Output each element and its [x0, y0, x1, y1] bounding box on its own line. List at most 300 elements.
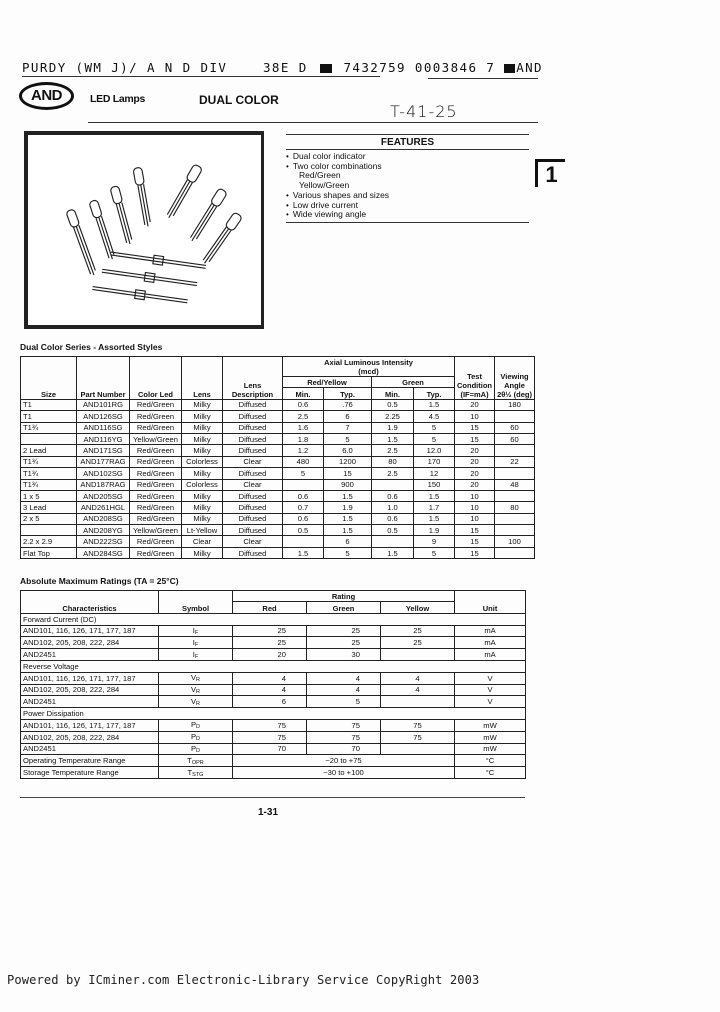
cell-part-number: AND126SG — [77, 411, 130, 422]
test-condition-unit: (IF=mA) — [460, 389, 489, 399]
cell-lens-description: Diffused — [223, 513, 283, 524]
cell-green-typ: 1.5 — [414, 399, 455, 410]
cell-ry-typ: 5 — [324, 547, 372, 558]
cell-lens: Milky — [182, 547, 223, 558]
series-table — [20, 356, 535, 559]
cell-green: 75 — [307, 719, 381, 731]
cell-green-typ: 5 — [414, 422, 455, 433]
col-header-typ: Typ. — [414, 388, 455, 399]
cell-green-typ: 1.7 — [414, 502, 455, 513]
cell-ry-min: 1.6 — [283, 422, 324, 433]
cell-red: 75 — [233, 731, 307, 743]
symbol-subscript: D — [196, 724, 201, 731]
cell-part-number: AND205SG — [77, 490, 130, 501]
cell-ry-typ: .76 — [324, 399, 372, 410]
cell-part-list: AND101, 116, 126, 171, 177, 187 — [21, 672, 159, 684]
group-row — [21, 660, 526, 672]
cell-green-min: 0.6 — [372, 490, 414, 501]
test-condition-label: Test Condition — [457, 371, 493, 390]
cell-green-typ: 5 — [414, 433, 455, 444]
ratings-table — [20, 590, 526, 779]
cell-lens-description: Clear — [223, 536, 283, 547]
cell-green-typ: 5 — [414, 547, 455, 558]
col-header-yellow: Yellow — [381, 602, 455, 613]
col-header-min: Min. — [283, 388, 324, 399]
cell-ry-typ: 6 — [324, 536, 372, 547]
cell-green-min: 1.9 — [372, 422, 414, 433]
col-header-red: Red — [233, 602, 307, 613]
cell-size: 2.2 x 2.9 — [21, 536, 77, 547]
symbol-subscript: D — [196, 747, 201, 754]
table-row — [21, 767, 526, 779]
cell-viewing-angle — [495, 547, 535, 558]
table-row — [21, 456, 535, 467]
col-header-part-number: Part Number — [77, 357, 130, 400]
symbol-subscript: OPR — [191, 759, 204, 766]
cell-green-min: 80 — [372, 456, 414, 467]
cell-yellow: 75 — [381, 719, 455, 731]
cell-part-number: AND261HGL — [77, 502, 130, 513]
cell-lens: Milky — [182, 422, 223, 433]
cell-color-led: Yellow/Green — [130, 525, 182, 536]
cell-size: T1¾ — [21, 422, 77, 433]
cell-yellow: 25 — [381, 625, 455, 637]
cell-green: 75 — [307, 731, 381, 743]
cell-unit: V — [455, 684, 526, 696]
cell-lens-description: Diffused — [223, 411, 283, 422]
cell-lens-description: Diffused — [223, 433, 283, 444]
cell-color-led: Yellow/Green — [130, 433, 182, 444]
cell-part-number: AND101RG — [77, 399, 130, 410]
cell-ry-min: 2.5 — [283, 411, 324, 422]
cell-yellow: 4 — [381, 672, 455, 684]
cell-part-number: AND222SG — [77, 536, 130, 547]
cell-test-condition: 15 — [455, 433, 495, 444]
cell-size: T1¾ — [21, 479, 77, 490]
cell-green-min — [372, 536, 414, 547]
cell-part-number: AND284SG — [77, 547, 130, 558]
cell-lens-description: Diffused — [223, 399, 283, 410]
cell-green: 4 — [307, 684, 381, 696]
cell-part-number: AND102SG — [77, 468, 130, 479]
symbol-letter: I — [192, 637, 195, 647]
cell-color-led: Red/Green — [130, 502, 182, 513]
symbol-subscript: F — [194, 653, 199, 660]
cell-symbol — [159, 696, 233, 708]
cell-viewing-angle: 80 — [495, 502, 535, 513]
cell-green: 4 — [307, 672, 381, 684]
cell-green: 25 — [307, 625, 381, 637]
cell-lens: Lt-Yellow — [182, 525, 223, 536]
group-label: Forward Current (DC) — [21, 613, 526, 625]
feature-item: • Two color combinations — [286, 162, 529, 172]
symbol-subscript: STG — [192, 771, 204, 778]
col-header-lens-description: Lens Description — [223, 357, 283, 400]
cell-size: 2 Lead — [21, 445, 77, 456]
group-label: Power Dissipation — [21, 708, 526, 720]
intensity-label: Axial Luminous Intensity — [324, 357, 413, 367]
cell-part-number: AND187RAG — [77, 479, 130, 490]
cell-green-min: 0.5 — [372, 399, 414, 410]
cell-ry-typ: 1.5 — [324, 490, 372, 501]
cell-green-typ: 150 — [414, 479, 455, 490]
cell-test-condition: 10 — [455, 502, 495, 513]
cell-yellow — [381, 696, 455, 708]
cell-test-condition: 20 — [455, 479, 495, 490]
cell-viewing-angle: 48 — [495, 479, 535, 490]
cell-part-list: AND2451 — [21, 649, 159, 661]
cell-ry-typ: 15 — [324, 468, 372, 479]
cell-unit: mA — [455, 649, 526, 661]
col-header-typ: Typ. — [324, 388, 372, 399]
cell-green-typ: 4.5 — [414, 411, 455, 422]
cell-lens: Milky — [182, 411, 223, 422]
cell-green: 70 — [307, 743, 381, 755]
cell-symbol — [159, 684, 233, 696]
cell-viewing-angle — [495, 445, 535, 456]
cell-ry-min: 0.6 — [283, 490, 324, 501]
table-row — [21, 547, 535, 558]
cell-green-typ: 1.5 — [414, 490, 455, 501]
cell-yellow — [381, 649, 455, 661]
symbol-letter: V — [190, 684, 197, 694]
cell-unit: mW — [455, 743, 526, 755]
cell-symbol — [159, 625, 233, 637]
cell-test-condition: 15 — [455, 536, 495, 547]
col-header-test-condition — [455, 357, 495, 400]
cell-lens: Milky — [182, 445, 223, 456]
cell-color-led: Red/Green — [130, 536, 182, 547]
cell-test-condition: 10 — [455, 411, 495, 422]
cell-color-led: Red/Green — [130, 411, 182, 422]
cell-lens: Clear — [182, 536, 223, 547]
cell-size: T1 — [21, 399, 77, 410]
copyright-footer: Powered by ICminer.com Electronic-Library Service CopyRight 2003 — [7, 973, 480, 987]
cell-lens: Milky — [182, 399, 223, 410]
cell-green-typ: 1.9 — [414, 525, 455, 536]
cell-lens-description: Diffused — [223, 422, 283, 433]
header-rule — [22, 76, 380, 77]
cell-ry-typ: 1.5 — [324, 525, 372, 536]
table-row — [21, 743, 526, 755]
cell-ry-typ: 1.9 — [324, 502, 372, 513]
cell-yellow — [381, 743, 455, 755]
table-row — [21, 479, 535, 490]
table-row — [21, 468, 535, 479]
table-row — [21, 490, 535, 501]
cell-unit: mW — [455, 719, 526, 731]
symbol-subscript: F — [194, 641, 199, 648]
table-row — [21, 684, 526, 696]
cell-green: 25 — [307, 637, 381, 649]
cell-unit: mA — [455, 625, 526, 637]
cell-green-min: 2.5 — [372, 468, 414, 479]
symbol-letter: I — [192, 625, 195, 635]
cell-green-typ: 12 — [414, 468, 455, 479]
cell-unit: V — [455, 696, 526, 708]
features-title: FEATURES — [380, 137, 435, 148]
table-row — [21, 755, 526, 767]
col-header-min: Min. — [372, 388, 414, 399]
cell-temperature-range: −20 to +75 — [233, 755, 455, 767]
feature-item: • Dual color indicator — [286, 152, 529, 162]
cell-part-number: AND171SG — [77, 445, 130, 456]
cell-green: 5 — [307, 696, 381, 708]
cell-ry-min — [283, 536, 324, 547]
cell-size: T1¾ — [21, 468, 77, 479]
cell-lens-description: Diffused — [223, 525, 283, 536]
cell-ry-typ: 1.5 — [324, 513, 372, 524]
cell-part-list: AND2451 — [21, 743, 159, 755]
cell-ry-min: 480 — [283, 456, 324, 467]
table-row — [21, 672, 526, 684]
cell-red: 4 — [233, 672, 307, 684]
scan-header-brand: AND — [516, 60, 543, 75]
cell-part-number: AND208SG — [77, 513, 130, 524]
cell-viewing-angle: 60 — [495, 422, 535, 433]
table-row — [21, 625, 526, 637]
cell-green-min: 0.5 — [372, 525, 414, 536]
features-list — [286, 152, 529, 220]
cell-viewing-angle — [495, 490, 535, 501]
cell-green-min: 2.25 — [372, 411, 414, 422]
col-header-symbol: Symbol — [159, 591, 233, 614]
cell-lens-description: Diffused — [223, 502, 283, 513]
section-tab-marker: 1 — [535, 159, 565, 187]
symbol-subscript: R — [196, 688, 201, 695]
cell-green-min: 1.5 — [372, 547, 414, 558]
cell-green-typ: 9 — [414, 536, 455, 547]
page-number: 1-31 — [258, 807, 279, 818]
cell-green-typ: 12.0 — [414, 445, 455, 456]
cell-ry-min: 0.6 — [283, 399, 324, 410]
cell-test-condition: 15 — [455, 422, 495, 433]
col-header-lens: Lens — [182, 357, 223, 400]
cell-color-led: Red/Green — [130, 547, 182, 558]
cell-characteristic: Operating Temperature Range — [21, 755, 159, 767]
col-header-green: Green — [372, 377, 455, 388]
table-row — [21, 422, 535, 433]
cell-viewing-angle: 60 — [495, 433, 535, 444]
cell-viewing-angle — [495, 525, 535, 536]
cell-lens: Milky — [182, 490, 223, 501]
symbol-letter: V — [190, 696, 197, 706]
table-row — [21, 445, 535, 456]
cell-green-min: 1.5 — [372, 433, 414, 444]
intensity-unit: (mcd) — [358, 366, 379, 376]
cell-ry-min: 0.5 — [283, 525, 324, 536]
cell-part-list: AND102, 205, 208, 222, 284 — [21, 731, 159, 743]
cell-lens: Colorless — [182, 479, 223, 490]
features-box — [286, 134, 529, 223]
cell-lens-description: Diffused — [223, 445, 283, 456]
cell-part-list: AND102, 205, 208, 222, 284 — [21, 637, 159, 649]
cell-unit: V — [455, 672, 526, 684]
viewing-angle-unit: 2θ½ (deg) — [497, 389, 532, 399]
symbol-subscript: F — [194, 629, 199, 636]
symbol-letter: P — [190, 732, 197, 742]
cell-viewing-angle — [495, 513, 535, 524]
cell-test-condition: 15 — [455, 547, 495, 558]
symbol-subscript: R — [196, 700, 201, 707]
cell-red: 25 — [233, 637, 307, 649]
header-rule — [88, 122, 538, 123]
cell-ry-typ: 6.0 — [324, 445, 372, 456]
cell-viewing-angle: 100 — [495, 536, 535, 547]
led-lamps-illustration — [28, 135, 261, 325]
cell-lens-description: Diffused — [223, 547, 283, 558]
cell-viewing-angle — [495, 411, 535, 422]
cell-ry-min: 5 — [283, 468, 324, 479]
cell-part-number: AND116SG — [77, 422, 130, 433]
cell-test-condition: 20 — [455, 468, 495, 479]
cell-color-led: Red/Green — [130, 468, 182, 479]
cell-part-number: AND208YG — [77, 525, 130, 536]
cell-lens-description: Clear — [223, 456, 283, 467]
col-header-intensity — [283, 357, 455, 377]
cell-green-min: 0.6 — [372, 513, 414, 524]
black-block-mark — [320, 64, 332, 73]
cell-green: 30 — [307, 649, 381, 661]
cell-ry-typ: 5 — [324, 433, 372, 444]
cell-red: 6 — [233, 696, 307, 708]
cell-part-list: AND102, 205, 208, 222, 284 — [21, 684, 159, 696]
col-header-characteristics: Characteristics — [21, 591, 159, 614]
cell-part-number: AND116YG — [77, 433, 130, 444]
cell-size: 1 x 5 — [21, 490, 77, 501]
viewing-angle-label: Viewing Angle — [500, 371, 529, 390]
cell-symbol — [159, 637, 233, 649]
ratings-table-title: Absolute Maximum Ratings (TA = 25°C) — [20, 576, 179, 586]
col-header-viewing-angle — [495, 357, 535, 400]
cell-lens-description: Diffused — [223, 490, 283, 501]
cell-size: 2 x 5 — [21, 513, 77, 524]
handwritten-code: T-41-25 — [390, 102, 458, 121]
cell-red: 70 — [233, 743, 307, 755]
cell-ry-min: 1.8 — [283, 433, 324, 444]
cell-unit: mA — [455, 637, 526, 649]
symbol-subscript: R — [196, 677, 201, 684]
cell-symbol — [159, 743, 233, 755]
cell-red: 20 — [233, 649, 307, 661]
cell-test-condition: 10 — [455, 490, 495, 501]
cell-size — [21, 433, 77, 444]
cell-size: Flat Top — [21, 547, 77, 558]
cell-yellow: 75 — [381, 731, 455, 743]
table-row — [21, 411, 535, 422]
cell-temperature-range: −30 to +100 — [233, 767, 455, 779]
cell-lens: Milky — [182, 513, 223, 524]
cell-lens: Colorless — [182, 456, 223, 467]
cell-viewing-angle: 180 — [495, 399, 535, 410]
cell-part-list: AND101, 116, 126, 171, 177, 187 — [21, 625, 159, 637]
cell-symbol — [159, 767, 233, 779]
col-header-color-led: Color Led — [130, 357, 182, 400]
cell-yellow: 4 — [381, 684, 455, 696]
cell-part-list: AND101, 116, 126, 171, 177, 187 — [21, 719, 159, 731]
cell-symbol — [159, 649, 233, 661]
table-row — [21, 433, 535, 444]
cell-part-number: AND177RAG — [77, 456, 130, 467]
divider — [286, 134, 529, 135]
cell-ry-typ: 6 — [324, 411, 372, 422]
symbol-letter: P — [190, 743, 197, 753]
cell-test-condition: 15 — [455, 525, 495, 536]
cell-lens: Milky — [182, 502, 223, 513]
symbol-letter: T — [187, 755, 192, 765]
col-header-green: Green — [307, 602, 381, 613]
table-row — [21, 536, 535, 547]
cell-symbol — [159, 731, 233, 743]
page-title: DUAL COLOR — [199, 93, 279, 107]
cell-green-min: 2.5 — [372, 445, 414, 456]
feature-item: • Low drive current — [286, 201, 529, 211]
cell-size: T1¾ — [21, 456, 77, 467]
cell-lens-description: Diffused — [223, 468, 283, 479]
cell-test-condition: 20 — [455, 399, 495, 410]
col-header-rating: Rating — [233, 591, 455, 602]
col-header-size: Size — [21, 357, 77, 400]
cell-color-led: Red/Green — [130, 513, 182, 524]
cell-ry-typ: 1200 — [324, 456, 372, 467]
cell-color-led: Red/Green — [130, 399, 182, 410]
cell-color-led: Red/Green — [130, 490, 182, 501]
divider — [20, 797, 525, 798]
product-category: LED Lamps — [90, 93, 146, 105]
cell-green-typ: 1.5 — [414, 513, 455, 524]
cell-size: T1 — [21, 411, 77, 422]
cell-red: 25 — [233, 625, 307, 637]
cell-lens: Milky — [182, 433, 223, 444]
table-row — [21, 525, 535, 536]
cell-lens: Milky — [182, 468, 223, 479]
symbol-subscript: D — [196, 736, 201, 743]
cell-green-min: 1.0 — [372, 502, 414, 513]
and-logo: AND — [19, 82, 74, 110]
scan-header-line — [22, 60, 543, 75]
cell-unit: °C — [455, 755, 526, 767]
symbol-letter: P — [190, 720, 197, 730]
feature-subitem: Yellow/Green — [299, 180, 350, 191]
group-label: Reverse Voltage — [21, 660, 526, 672]
cell-test-condition: 20 — [455, 445, 495, 456]
cell-viewing-angle — [495, 468, 535, 479]
cell-ry-typ: 7 — [324, 422, 372, 433]
table-row — [21, 637, 526, 649]
cell-symbol — [159, 719, 233, 731]
cell-unit: mW — [455, 731, 526, 743]
cell-ry-typ: 900 — [324, 479, 372, 490]
cell-size — [21, 525, 77, 536]
cell-red: 4 — [233, 684, 307, 696]
cell-test-condition: 20 — [455, 456, 495, 467]
cell-ry-min: 0.7 — [283, 502, 324, 513]
cell-yellow: 25 — [381, 637, 455, 649]
feature-subitem: Red/Green — [299, 170, 341, 181]
cell-characteristic: Storage Temperature Range — [21, 767, 159, 779]
table-row — [21, 399, 535, 410]
table-row — [21, 696, 526, 708]
cell-ry-min: 0.6 — [283, 513, 324, 524]
cell-color-led: Red/Green — [130, 456, 182, 467]
cell-part-list: AND2451 — [21, 696, 159, 708]
cell-red: 75 — [233, 719, 307, 731]
scan-header-text: PURDY (WM J)/ A N D DIV 38E D — [22, 60, 308, 75]
cell-test-condition: 10 — [455, 513, 495, 524]
cell-ry-min — [283, 479, 324, 490]
cell-green-min — [372, 479, 414, 490]
feature-item: • Wide viewing angle — [286, 210, 529, 220]
